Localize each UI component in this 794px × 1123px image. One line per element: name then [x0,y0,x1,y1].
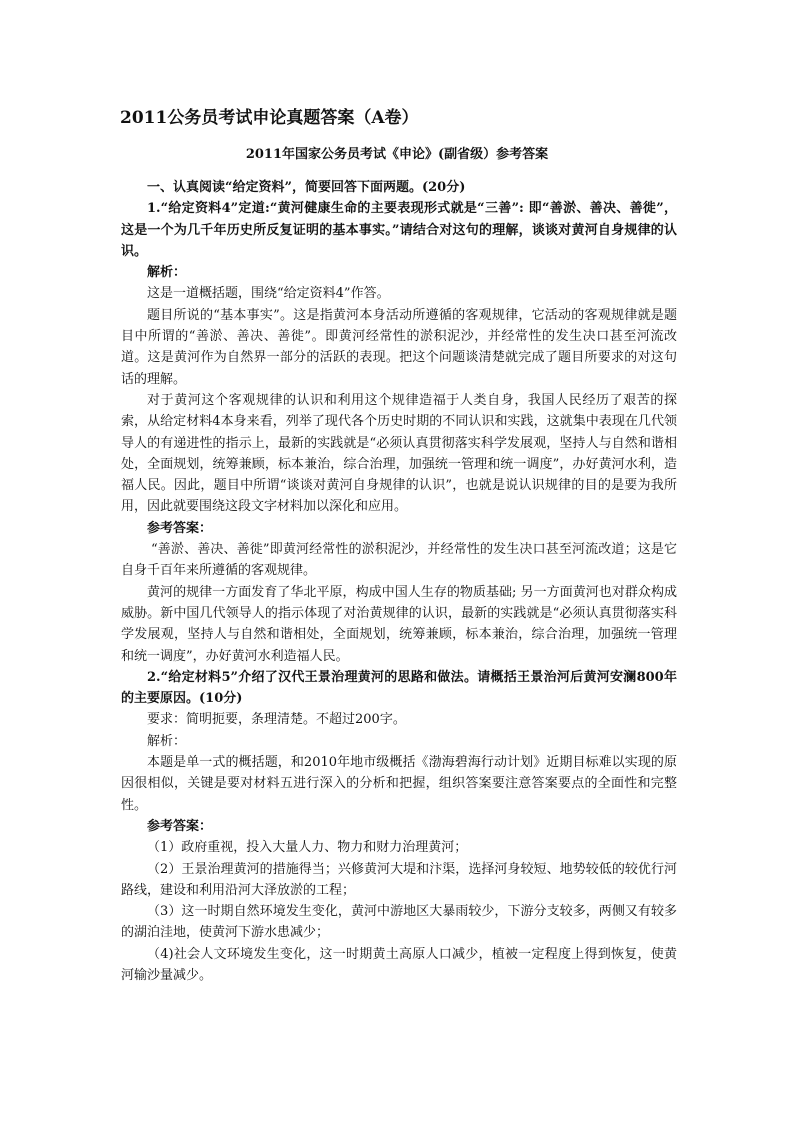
analysis-label: 解析： [147,265,187,281]
section-heading: 一、认真阅读“给定资料”，简要回答下面两题。(20分) [147,180,466,195]
analysis-paragraph: 题目所说的“基本事实”。这是指黄河本身活动所遵循的客观规律，它活动的客观规律就是题目中所谓的“善淤、善决、善徙”。即黄河经常性的淤积泥沙，并经常性的发生决口甚至河流改道。这是黄河作为自然界一部分的活跃的表现。把这个问题谈清楚就完成了题目所要求的对这句话的理解。 [121,307,677,387]
analysis-paragraph: 这是一道概括题，围绕“给定资料4”作答。 [147,286,390,302]
analysis-paragraph: 本题是单一式的概括题，和2010年地市级概括《渤海碧海行动计划》近期目标难以实现的原因很相似，关键是要对材料五进行深入的分析和把握，组织答案要注意答案要点的全面性和完整性。 [121,755,677,813]
analysis-paragraph: 对于黄河这个客观规律的认识和利用这个规律造福于人类自身，我国人民经历了艰苦的探索，从给定材料4本身来看，列举了现代各个历史时期的不同认识和实践，这就集中表现在几代领导人的有递进性的指示上，最新的实践就是“必须认真贯彻落实科学发展观，坚持人与自然和谐相处，全面规划，统筹兼顾，标本兼治，综合治理，加强统一管理和统一调度”，办好黄河水利，造福人民。因此，题目中所谓“谈谈对黄河自身规律的认识”，也就是说认识规律的目的是要为我所用，因此就要围绕这段文字材料加以深化和应用。 [121,392,677,515]
answer-label: 参考答案： [147,520,213,536]
document-subtitle: 2011年国家公务员考试《申论》(副省级）参考答案 [245,147,549,162]
document-body [121,177,677,986]
requirement-text: 要求：简明扼要，条理清楚。不超过200字。 [147,712,406,728]
question-2: 2.“给定材料5”介绍了汉代王景治理黄河的思路和做法。请概括王景治河后黄河安澜800年的主要原因。(10分) [121,669,677,707]
answer-paragraph: 黄河的规律一方面发育了华北平原，构成中国人生存的物质基础; 另一方面黄河也对群众构成威胁。新中国几代领导人的指示体现了对治黄规律的认识，最新的实践就是“必须认真贯彻落实科学发展观，坚持人与自然和谐相处，全面规划，统筹兼顾，标本兼治，综合治理，加强统一管理和统一调度”，办好黄河水利造福人民。 [121,584,677,664]
document-title: 2011公务员考试申论真题答案（A卷） [120,108,419,128]
answer-point: （2）王景治理黄河的措施得当；兴修黄河大堤和汴渠，选择河身较短、地势较低的较优行河路线，建设和利用沿河大泽放淤的工程； [121,861,677,898]
answer-point: （3）这一时期自然环境发生变化，黄河中游地区大暴雨较少，下游分支较多，两侧又有较多的湖泊洼地，使黄河下游水患减少； [121,904,677,941]
answer-paragraph: “善淤、善决、善徙”即黄河经常性的淤积泥沙，并经常性的发生决口甚至河流改道；这是它自身千百年来所遵循的客观规律。 [121,542,677,579]
answer-label: 参考答案： [147,818,213,834]
answer-point: （4)社会人文环境发生变化，这一时期黄土高原人口减少，植被一定程度上得到恢复，使黄河输沙量减少。 [121,946,677,983]
analysis-label: 解析： [147,733,187,749]
question-1: 1.“给定资料4”定道:“黄河健康生命的主要表现形式就是“三善”: 即“善淤、善决、善徙”，这是一个为几千年历史所反复证明的基本事实。”请结合对这句的理解，谈谈对黄河自身规律的认识。 [121,201,677,259]
answer-point: （1）政府重视，投入大量人力、物力和财力治理黄河； [147,840,468,856]
